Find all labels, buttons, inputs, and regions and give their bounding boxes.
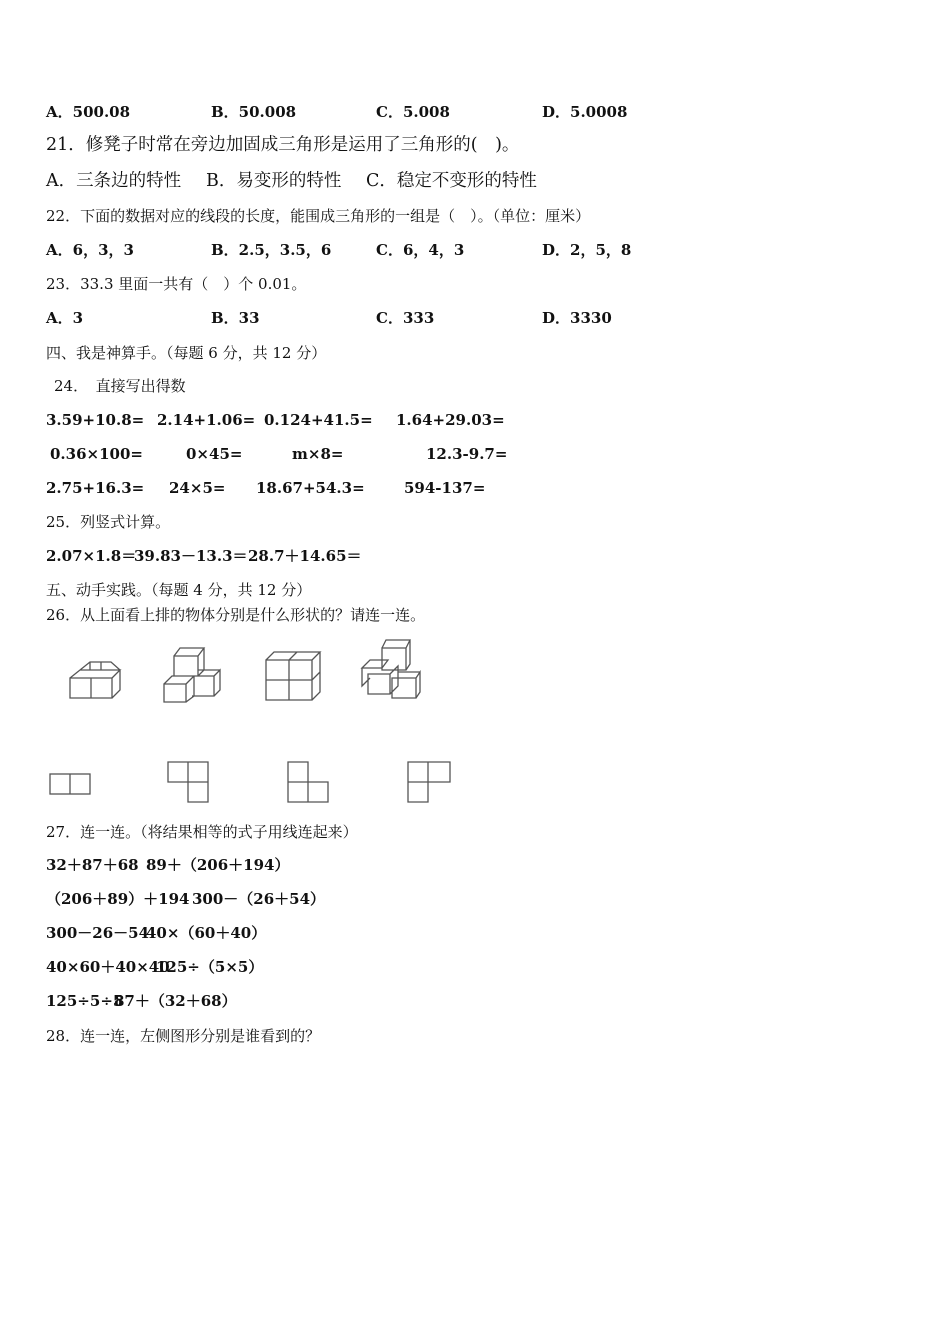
- top-view-4: [406, 760, 452, 804]
- q27-right-expression: 300－（26＋54）: [192, 890, 326, 908]
- q23-option-b: B．33: [211, 309, 260, 327]
- q23-option-c: C．333: [376, 309, 435, 327]
- q24-expression: 12.3-9.7=: [426, 445, 508, 463]
- q24-expression: 24×5=: [169, 479, 226, 497]
- q27-left-expression: （206＋89）＋194: [46, 890, 190, 908]
- q25-items: [46, 546, 646, 566]
- q20-option-c: C．5.008: [376, 103, 450, 121]
- cube-solid-1: [68, 656, 124, 700]
- q27-stem: 27．连一连。（将结果相等的式子用线连起来）: [46, 823, 358, 841]
- q27-row-3: [46, 923, 646, 943]
- q24-expression: 1.64+29.03=: [396, 411, 505, 429]
- q24-expression: 594-137=: [404, 479, 486, 497]
- q24-expression: 0.124+41.5=: [264, 411, 373, 429]
- q24-expression: 18.67+54.3=: [256, 479, 365, 497]
- q21-option-c: C．稳定不变形的特性: [366, 171, 537, 191]
- q27-left-expression: 40×60＋40×40: [46, 958, 170, 976]
- q23-options: [46, 308, 646, 328]
- q20-options: [46, 102, 646, 122]
- q21-option-b: B．易变形的特性: [206, 171, 342, 191]
- q24-expression: 3.59+10.8=: [46, 411, 145, 429]
- q24-expression: 2.75+16.3=: [46, 479, 145, 497]
- q27-right-expression: 87＋（32＋68）: [114, 992, 237, 1010]
- q25-item: 39.83－13.3＝: [134, 547, 248, 565]
- top-view-2: [166, 760, 210, 804]
- q23-option-a: A．3: [46, 309, 84, 327]
- q25-stem: 25．列竖式计算。: [46, 513, 171, 531]
- cube-solid-2: [162, 644, 224, 704]
- section-4-heading: 四、我是神算手。（每题 6 分，共 12 分）: [46, 344, 327, 362]
- q22-option-d: D．2，5，8: [542, 241, 632, 259]
- section-5-heading: 五、动手实践。（每题 4 分，共 12 分）: [46, 581, 312, 599]
- q24-row-1: [46, 410, 646, 430]
- q25-item: 2.07×1.8＝: [46, 547, 137, 565]
- q24-expression: 0×45=: [186, 445, 243, 463]
- q21-option-a: A．三条边的特性: [46, 171, 182, 191]
- cube-solid-3: [264, 648, 322, 702]
- q27-right-expression: 89＋（206＋194）: [146, 856, 290, 874]
- q27-row-4: [46, 957, 646, 977]
- q22-stem: 22．下面的数据对应的线段的长度，能围成三角形的一组是（ ）。（单位：厘米）: [46, 207, 591, 225]
- q26-stem: 26．从上面看上排的物体分别是什么形状的？请连一连。: [46, 606, 426, 624]
- q27-right-expression: 125÷（5×5）: [156, 958, 264, 976]
- q22-option-c: C．6，4，3: [376, 241, 465, 259]
- q20-option-b: B．50.008: [211, 103, 297, 121]
- q24-expression: m×8=: [292, 445, 344, 463]
- q24-row-2: [46, 444, 646, 464]
- q22-option-b: B．2.5，3.5，6: [211, 241, 332, 259]
- q24-expression: 0.36×100=: [50, 445, 143, 463]
- q21-stem: 21．修凳子时常在旁边加固成三角形是运用了三角形的( )。: [46, 135, 520, 155]
- q22-option-a: A．6，3，3: [46, 241, 134, 259]
- q23-option-d: D．3330: [542, 309, 612, 327]
- q21-options: [46, 171, 646, 193]
- q25-item: 28.7＋14.65＝: [248, 547, 362, 565]
- top-view-3: [286, 760, 330, 804]
- q28-stem: 28．连一连，左侧图形分别是谁看到的？: [46, 1027, 321, 1045]
- q22-options: [46, 240, 646, 260]
- q27-row-5: [46, 991, 646, 1011]
- q24-expression: 2.14+1.06=: [157, 411, 256, 429]
- q27-left-expression: 300－26－54: [46, 924, 150, 942]
- q27-row-1: [46, 855, 646, 875]
- q23-stem: 23．33.3 里面一共有（ ）个 0.01。: [46, 275, 307, 293]
- q27-left-expression: 125÷5÷5: [46, 992, 124, 1010]
- q24-row-3: [46, 478, 646, 498]
- q27-row-2: [46, 889, 646, 909]
- cube-solid-4: [360, 638, 424, 702]
- q20-option-a: A．500.08: [46, 103, 131, 121]
- q27-right-expression: 40×（60＋40）: [146, 924, 267, 942]
- q20-option-d: D．5.0008: [542, 103, 628, 121]
- q27-left-expression: 32＋87＋68: [46, 856, 139, 874]
- top-view-1: [48, 772, 92, 796]
- q24-stem: 24． 直接写出得数: [54, 377, 186, 395]
